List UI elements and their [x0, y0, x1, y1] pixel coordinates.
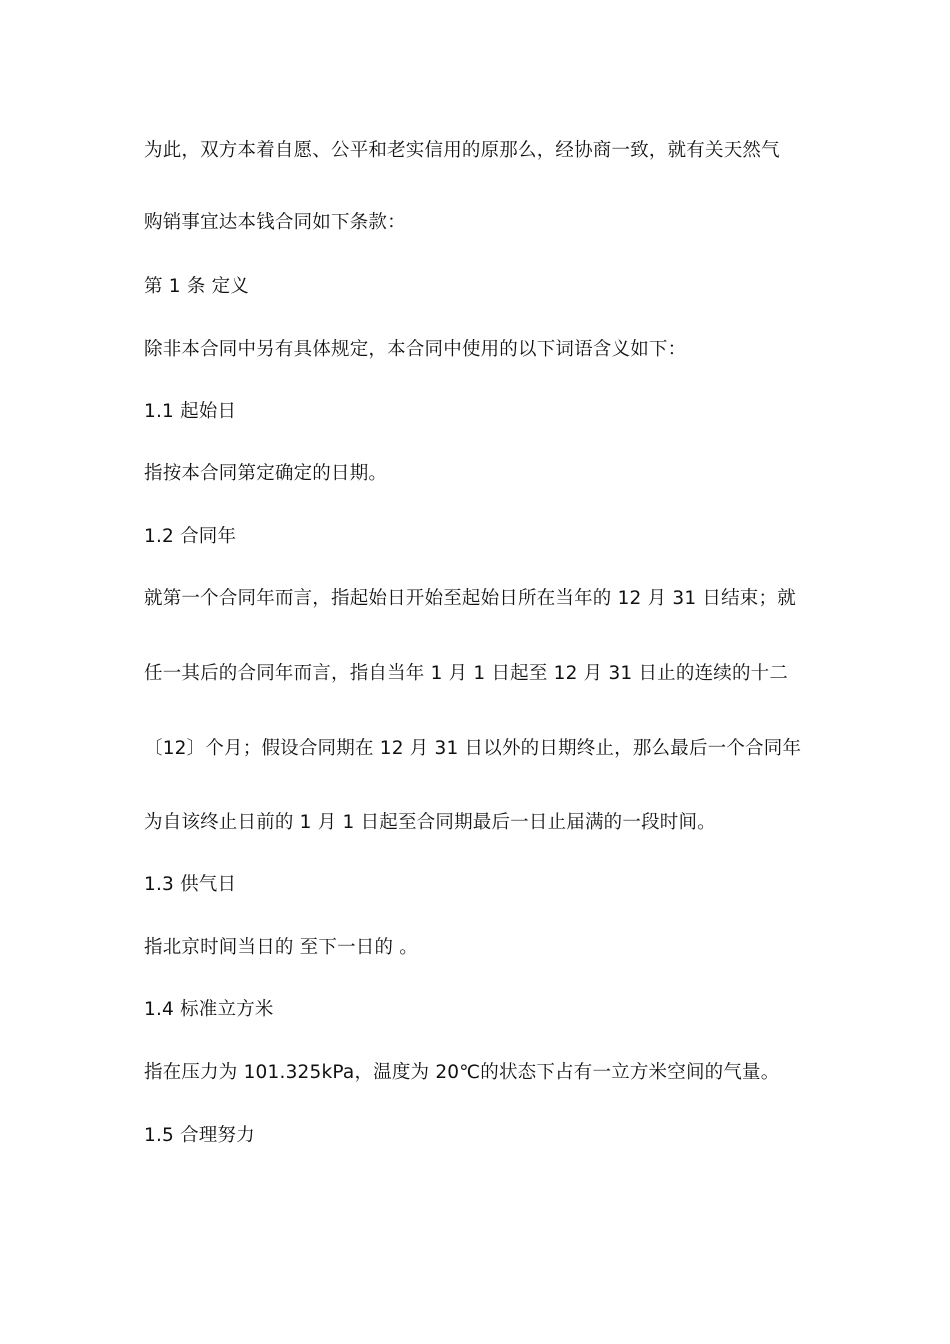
text-line: 指在压力为 101.325kPa，温度为 20℃的状态下占有一立方米空间的气量。	[144, 1062, 780, 1083]
text-line: 除非本合同中另有具体规定，本合同中使用的以下词语含义如下：	[144, 339, 687, 360]
text-line: 购销事宜达本钱合同如下条款：	[144, 212, 406, 233]
text-line: 指按本合同第定确定的日期。	[144, 463, 388, 484]
text-line: 〔12〕个月；假设合同期在 12 月 31 日以外的日期终止，那么最后一个合同年	[144, 738, 802, 759]
text-line: 指北京时间当日的 至下一日的 。	[144, 937, 418, 958]
text-line: 就第一个合同年而言，指起始日开始至起始日所在当年的 12 月 31 日结束；就	[144, 588, 796, 609]
clause-heading: 1.2 合同年	[144, 526, 237, 547]
clause-heading: 1.4 标准立方米	[144, 999, 274, 1020]
text-line: 任一其后的合同年而言，指自当年 1 月 1 日起至 12 月 31 日止的连续的十二	[144, 663, 789, 684]
clause-heading: 1.1 起始日	[144, 401, 237, 422]
text-line: 为自该终止日前的 1 月 1 日起至合同期最后一日止届满的一段时间。	[144, 812, 716, 833]
section-heading: 第 1 条 定义	[144, 276, 250, 297]
clause-heading: 1.5 合理努力	[144, 1125, 255, 1146]
text-line: 为此，双方本着自愿、公平和老实信用的原那么，经协商一致，就有关天然气	[144, 140, 780, 161]
clause-heading: 1.3 供气日	[144, 874, 237, 895]
